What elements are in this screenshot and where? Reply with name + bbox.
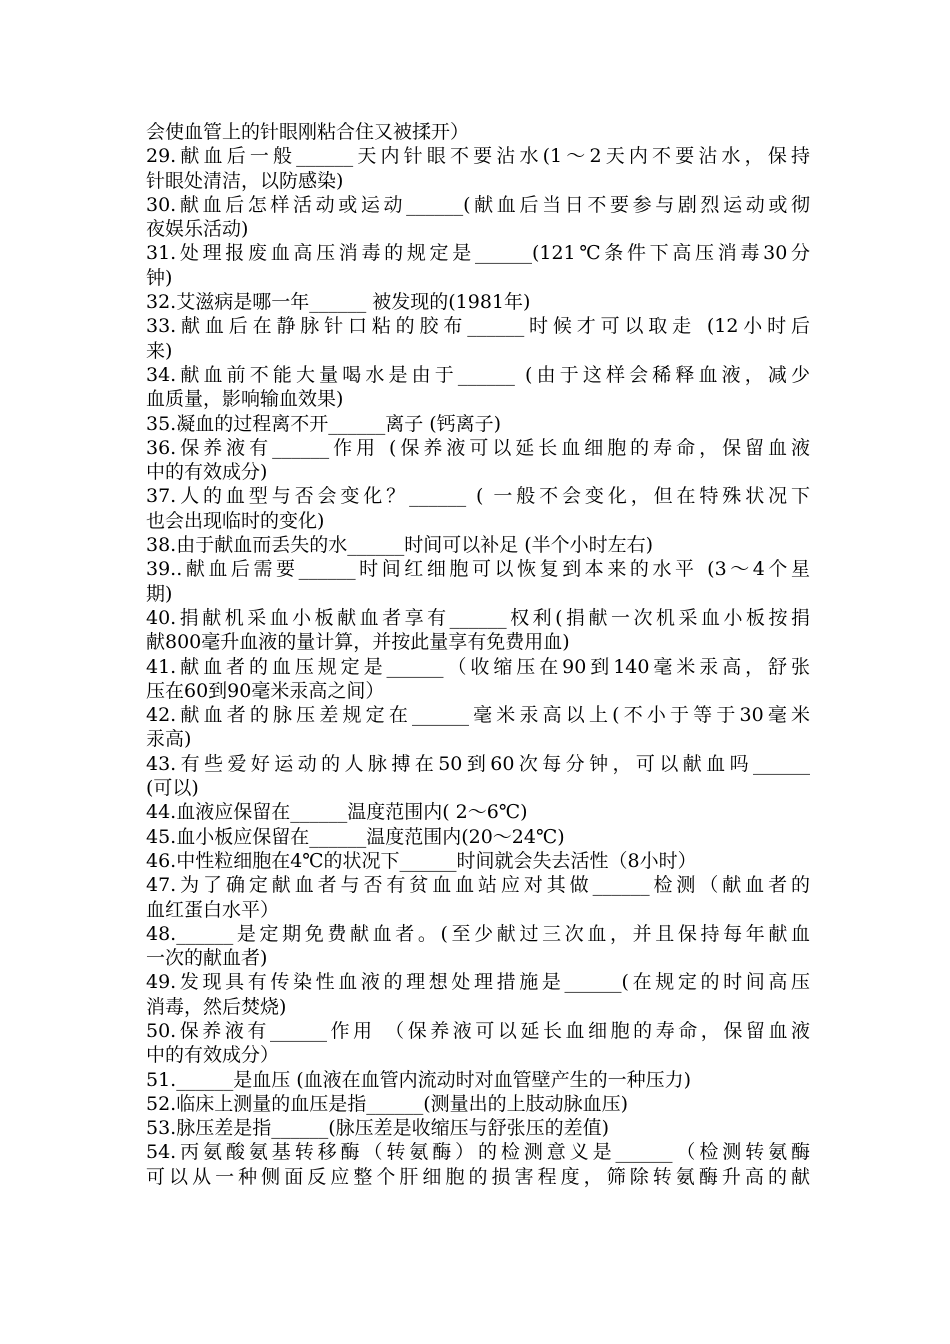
text-line: 41.献血者的血压规定是______（收缩压在90到140毫米汞高，舒张 — [146, 655, 810, 678]
text-line: 29.献血后一般______天内针眼不要沾水(1～2天内不要沾水，保持 — [146, 145, 810, 168]
text-line: 54.丙氨酸氨基转移酶（转氨酶）的检测意义是______（检测转氨酶 — [146, 1141, 810, 1164]
text-line: 来) — [146, 339, 173, 362]
text-line: (可以) — [146, 777, 199, 800]
text-line: 汞高) — [146, 728, 192, 751]
text-line: 30.献血后怎样活动或运动______(献血后当日不要参与剧烈运动或彻 — [146, 193, 810, 216]
text-line: 针眼处清洁，以防感染) — [146, 169, 344, 192]
text-line: 44.血液应保留在______温度范围内( 2～6℃) — [146, 801, 528, 824]
text-line: 也会出现临时的变化) — [146, 509, 325, 532]
text-line: 40.捐献机采血小板献血者享有______权利(捐献一次机采血小板按捐 — [146, 606, 810, 629]
text-line: 39..献血后需要______时间红细胞可以恢复到本来的水平 (3～4个星 — [146, 558, 810, 581]
text-line: 33.献血后在静脉针口粘的胶布______时候才可以取走 (12小时后 — [146, 315, 810, 338]
text-line: 46.中性粒细胞在4℃的状况下______时间就会失去活性（8小时） — [146, 849, 697, 872]
text-line: 消毒，然后焚烧) — [146, 995, 287, 1018]
text-line: 36.保养液有______作用 (保养液可以延长血细胞的寿命，保留血液 — [146, 436, 810, 459]
text-line: 43.有些爱好运动的人脉搏在50到60次每分钟，可以献血吗______ — [146, 752, 810, 775]
text-line: 53.脉压差是指______(脉压差是收缩压与舒张压的差值) — [146, 1117, 610, 1140]
text-line: 会使血管上的针眼刚粘合住又被揉开） — [146, 121, 470, 143]
text-line: 夜娱乐活动) — [146, 218, 249, 241]
text-line: 压在60到90毫米汞高之间） — [146, 679, 385, 702]
text-line: 51.______是血压 (血液在血管内流动时对血管壁产生的一种压力) — [146, 1068, 692, 1091]
text-line: 52.临床上测量的血压是指______(测量出的上肢动脉血压) — [146, 1092, 629, 1115]
text-line: 38.由于献血而丢失的水______时间可以补足 (半个小时左右) — [146, 534, 654, 557]
text-line: 中的有效成分) — [146, 461, 268, 484]
text-line: 47.为了确定献血者与否有贫血血站应对其做______检测（献血者的 — [146, 874, 810, 897]
text-line: 钟) — [146, 266, 173, 289]
text-line: 37.人的血型与否会变化？______ ( 一般不会变化，但在特殊状况下 — [146, 485, 810, 508]
text-line: 献800毫升血液的量计算，并按此量享有免费用血) — [146, 631, 570, 654]
text-line: 31.处理报废血高压消毒的规定是______(121℃条件下高压消毒30分 — [146, 242, 810, 265]
text-line: 35.凝血的过程离不开______离子 (钙离子) — [146, 412, 502, 435]
text-line: 50.保养液有______作用 （保养液可以延长血细胞的寿命，保留血液 — [146, 1019, 810, 1042]
text-line: 49.发现具有传染性血液的理想处理措施是______(在规定的时间高压 — [146, 971, 810, 994]
text-line: 48.______是定期免费献血者。(至少献过三次血，并且保持每年献血 — [146, 922, 810, 945]
text-line: 可以从一种侧面反应整个肝细胞的损害程度，筛除转氨酶升高的献 — [146, 1165, 810, 1188]
text-line: 血红蛋白水平） — [146, 898, 280, 921]
text-line: 45.血小板应保留在______温度范围内(20～24℃) — [146, 825, 565, 848]
text-line: 42.献血者的脉压差规定在______毫米汞高以上(不小于等于30毫米 — [146, 704, 810, 727]
text-line: 34.献血前不能大量喝水是由于______ (由于这样会稀释血液，减少 — [146, 363, 810, 386]
text-line: 中的有效成分） — [146, 1044, 280, 1067]
text-line: 血质量，影响输血效果) — [146, 388, 344, 411]
document-page — [146, 120, 810, 1189]
text-line: 32.艾滋病是哪一年______ 被发现的(1981年) — [146, 291, 531, 314]
text-line: 一次的献血者) — [146, 947, 268, 970]
text-line: 期) — [146, 582, 173, 605]
